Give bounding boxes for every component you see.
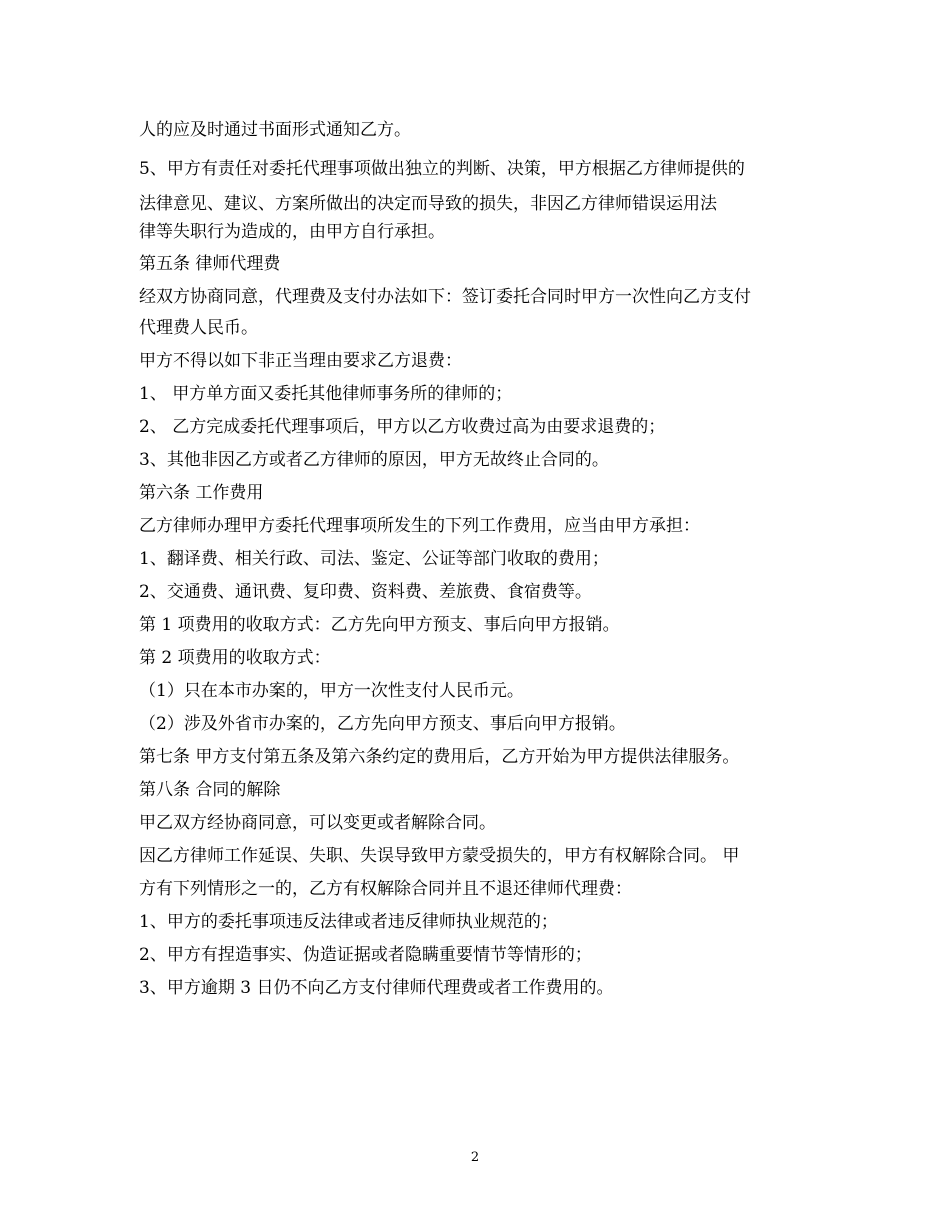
paragraph-line: 第七条 甲方支付第五条及第六条约定的费用后，乙方开始为甲方提供法律服务。 [139, 747, 740, 767]
paragraph-line: 第 2 项费用的收取方式： [139, 648, 331, 668]
section-heading: 第六条 工作费用 [139, 483, 264, 503]
section-heading: 第五条 律师代理费 [139, 254, 281, 274]
paragraph-line: 因乙方律师工作延误、失职、失误导致甲方蒙受损失的，甲方有权解除合同。 甲 [139, 846, 740, 866]
page-number: 2 [470, 1150, 480, 1165]
paragraph-line: 乙方律师办理甲方委托代理事项所发生的下列工作费用，应当由甲方承担： [139, 516, 700, 536]
section-heading: 第八条 合同的解除 [139, 780, 281, 800]
paragraph-line: 甲乙双方经协商同意，可以变更或者解除合同。 [139, 813, 496, 833]
paragraph-line: 代理费人民币。 [139, 318, 258, 338]
list-item: 3、其他非因乙方或者乙方律师的原因，甲方无故终止合同的。 [139, 450, 609, 470]
list-item: 1、 甲方单方面又委托其他律师事务所的律师的； [139, 384, 513, 404]
paragraph-line: 人的应及时通过书面形式通知乙方。 [139, 120, 411, 140]
list-item: （2）涉及外省市办案的，乙方先向甲方预支、事后向甲方报销。 [139, 714, 626, 734]
paragraph-line: 经双方协商同意，代理费及支付办法如下：签订委托合同时甲方一次性向乙方支付 [139, 287, 751, 307]
document-body [139, 116, 819, 1002]
paragraph-line: 5、甲方有责任对委托代理事项做出独立的判断、决策，甲方根据乙方律师提供的 [139, 159, 745, 179]
list-item: 1、翻译费、相关行政、司法、鉴定、公证等部门收取的费用； [139, 549, 609, 569]
paragraph-line: 法律意见、建议、方案所做出的决定而导致的损失，非因乙方律师错误运用法 [139, 194, 717, 214]
paragraph-line: 甲方不得以如下非正当理由要求乙方退费： [139, 351, 462, 371]
list-item: 2、甲方有捏造事实、伪造证据或者隐瞒重要情节等情形的； [139, 945, 592, 965]
list-item: 2、交通费、通讯费、复印费、资料费、差旅费、食宿费等。 [139, 582, 592, 602]
paragraph-line: 方有下列情形之一的，乙方有权解除合同并且不退还律师代理费： [139, 879, 632, 899]
list-item: 1、甲方的委托事项违反法律或者违反律师执业规范的； [139, 912, 558, 932]
paragraph-line: 第 1 项费用的收取方式：乙方先向甲方预支、事后向甲方报销。 [139, 615, 620, 635]
list-item: （1）只在本市办案的，甲方一次性支付人民币元。 [139, 681, 524, 701]
list-item: 2、 乙方完成委托代理事项后，甲方以乙方收费过高为由要求退费的； [139, 417, 666, 437]
list-item: 3、甲方逾期 3 日仍不向乙方支付律师代理费或者工作费用的。 [139, 978, 614, 998]
paragraph-line: 律等失职行为造成的，由甲方自行承担。 [139, 222, 445, 242]
